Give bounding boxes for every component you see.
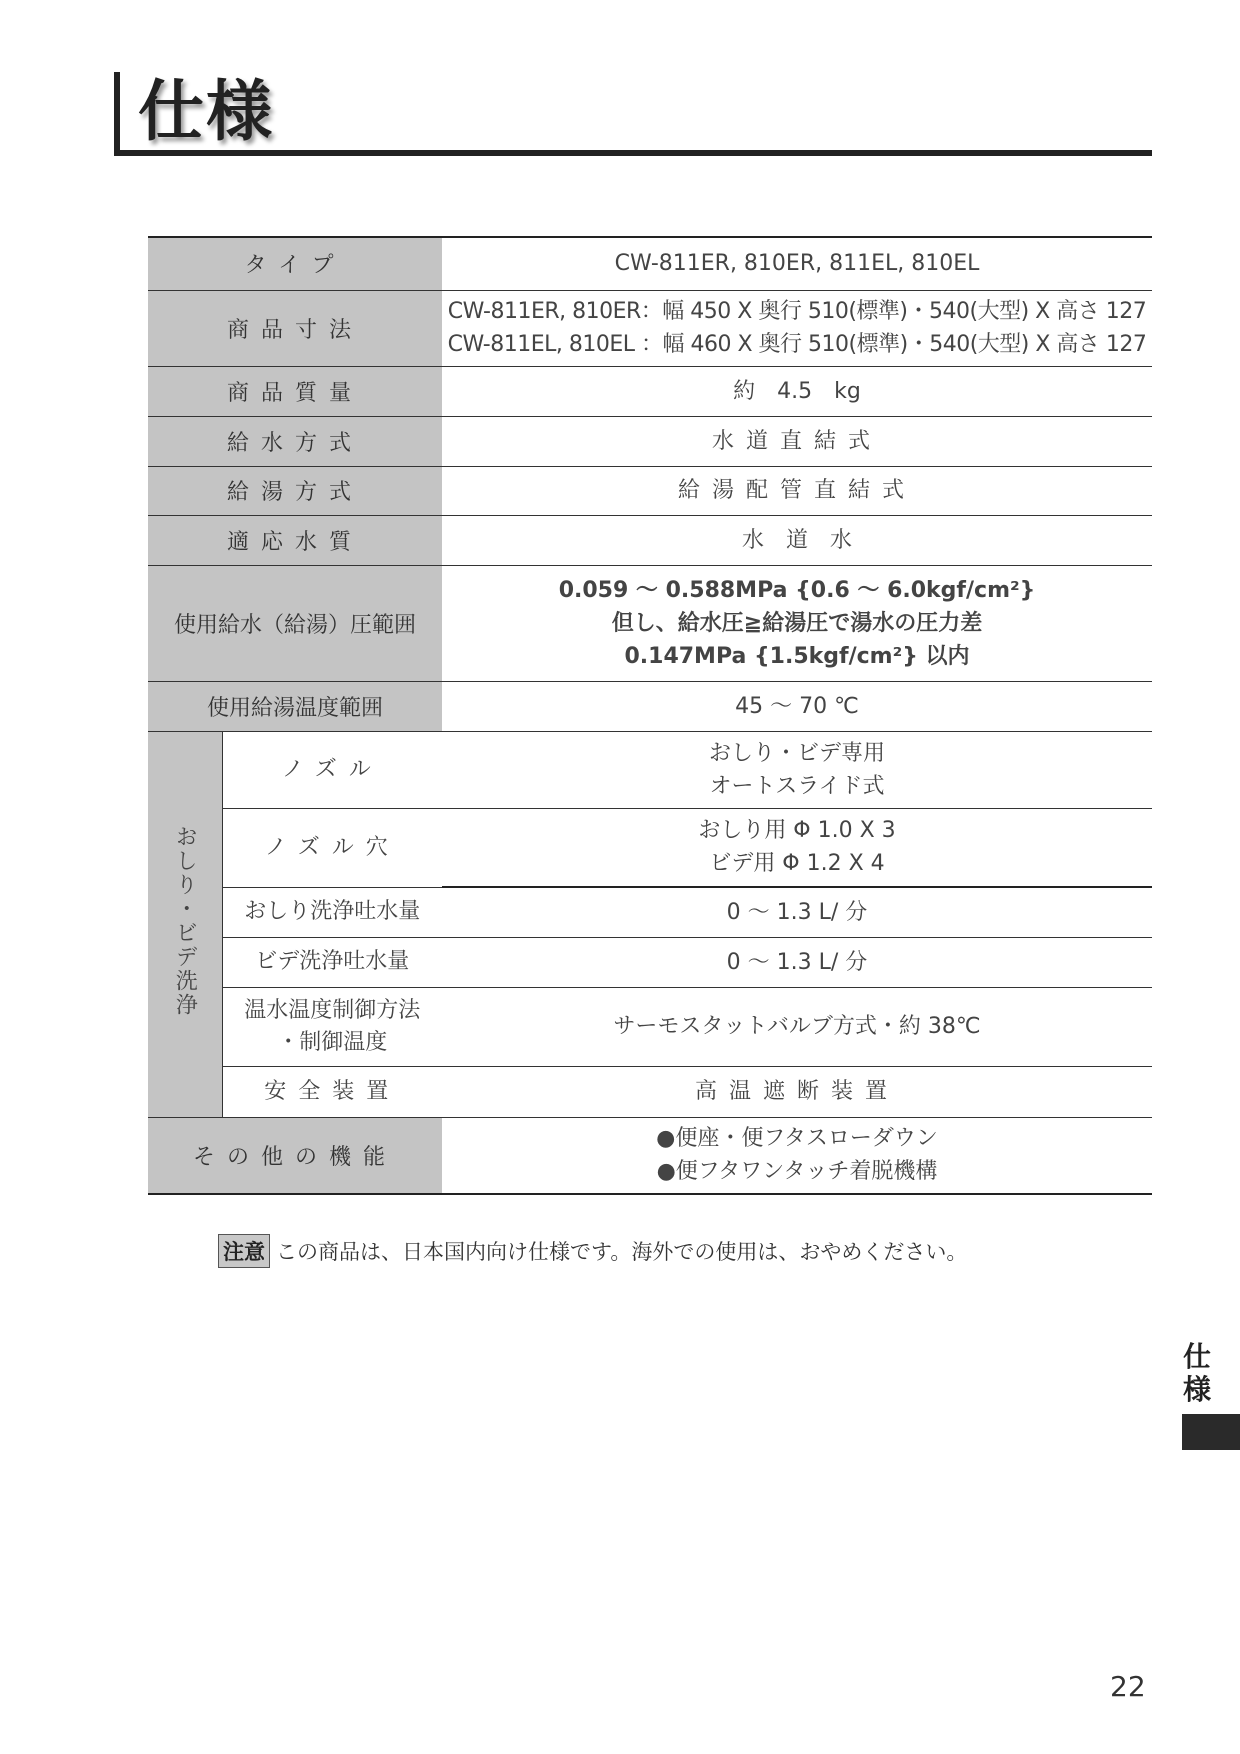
mass-label: 商品質量 (148, 366, 442, 416)
water-supply-value: 水道直結式 (442, 416, 1152, 466)
pressure-line-1: 0.059 ～ 0.588MPa {0.6 ～ 6.0kgf/cm²} (558, 577, 1036, 603)
temp-control-label (222, 987, 442, 1066)
table-row (148, 987, 1152, 1066)
dimensions-line-1: CW-811ER, 810ER：幅 450 X 奥行 510(標準)・540(大型) X 高さ 127 (447, 299, 1147, 324)
water-quality-value: 水 道 水 (442, 515, 1152, 565)
hot-water-temp-label: 使用給湯温度範囲 (148, 681, 442, 731)
pressure-value (442, 565, 1152, 681)
other-line-2: ●便フタワンタッチ着脱機構 (656, 1159, 938, 1185)
table-row (148, 1117, 1152, 1194)
pressure-line-3: 0.147MPa {1.5kgf/cm²} 以内 (624, 643, 970, 669)
water-quality-label: 適応水質 (148, 515, 442, 565)
title-accent-bar (114, 72, 120, 156)
hot-water-temp-value: 45 ～ 70 ℃ (442, 681, 1152, 731)
page-title: 仕様 (138, 73, 274, 150)
nozzle-holes-line-1: おしり用 Φ 1.0 X 3 (698, 818, 896, 844)
table-row (148, 731, 1152, 808)
pressure-label: 使用給水（給湯）圧範囲 (148, 565, 442, 681)
table-row (148, 466, 1152, 515)
safety-label: 安全装置 (222, 1066, 442, 1117)
table-row (148, 937, 1152, 987)
wash-group-label: おしり・ビデ洗浄 (148, 731, 222, 1117)
other-line-1: ●便座・便フタスローダウン (656, 1126, 938, 1152)
type-value: CW-811ER, 810ER, 811EL, 810EL (442, 237, 1152, 290)
oshiri-flow-label: おしり洗浄吐水量 (222, 887, 442, 937)
table-row (148, 808, 1152, 887)
temp-control-label-line-2: ・制御温度 (277, 1029, 388, 1055)
table-row (148, 515, 1152, 565)
nozzle-value (442, 731, 1152, 808)
water-supply-label: 給水方式 (148, 416, 442, 466)
other-value (442, 1117, 1152, 1194)
page-number: 22 (1110, 1670, 1146, 1703)
nozzle-holes-value (442, 808, 1152, 887)
table-row (148, 887, 1152, 937)
safety-value: 高温遮断装置 (442, 1066, 1152, 1117)
side-tab-label: 仕様 (1182, 1340, 1211, 1406)
bidet-flow-label: ビデ洗浄吐水量 (222, 937, 442, 987)
bidet-flow-value: 0 ～ 1.3 L/ 分 (442, 937, 1152, 987)
oshiri-flow-value: 0 ～ 1.3 L/ 分 (442, 887, 1152, 937)
table-row (148, 366, 1152, 416)
other-label: その他の機能 (148, 1117, 442, 1194)
nozzle-holes-line-2: ビデ用 Φ 1.2 X 4 (709, 851, 885, 877)
table-row (148, 237, 1152, 290)
dimensions-label: 商品寸法 (148, 290, 442, 366)
nozzle-line-1: おしり・ビデ専用 (708, 740, 885, 766)
table-row (148, 416, 1152, 466)
table-row (148, 681, 1152, 731)
pressure-line-2: 但し、給水圧≧給湯圧で湯水の圧力差 (611, 610, 983, 636)
side-tab-marker (1182, 1414, 1240, 1450)
spec-table (148, 236, 1152, 1195)
dimensions-value (442, 290, 1152, 366)
temp-control-value: サーモスタットバルブ方式・約 38℃ (442, 987, 1152, 1066)
table-row (148, 290, 1152, 366)
nozzle-line-2: オートスライド式 (709, 773, 885, 799)
table-row (148, 1066, 1152, 1117)
dimensions-line-2: CW-811EL, 810EL ：幅 460 X 奥行 510(標準)・540(大型) X 高さ 127 (447, 332, 1147, 357)
hot-water-supply-label: 給湯方式 (148, 466, 442, 515)
nozzle-holes-label: ノズル穴 (222, 808, 442, 887)
caution-text: この商品は、日本国内向け仕様です。海外での使用は、おやめください。 (276, 1240, 968, 1264)
hot-water-supply-value: 給湯配管直結式 (442, 466, 1152, 515)
type-label: タイプ (148, 237, 442, 290)
caution-note (218, 1234, 967, 1268)
mass-value: 約 4.5 kg (442, 366, 1152, 416)
caution-badge: 注意 (218, 1234, 270, 1268)
nozzle-label: ノズル (222, 731, 442, 808)
temp-control-label-line-1: 温水温度制御方法 (244, 997, 421, 1023)
table-row (148, 565, 1152, 681)
